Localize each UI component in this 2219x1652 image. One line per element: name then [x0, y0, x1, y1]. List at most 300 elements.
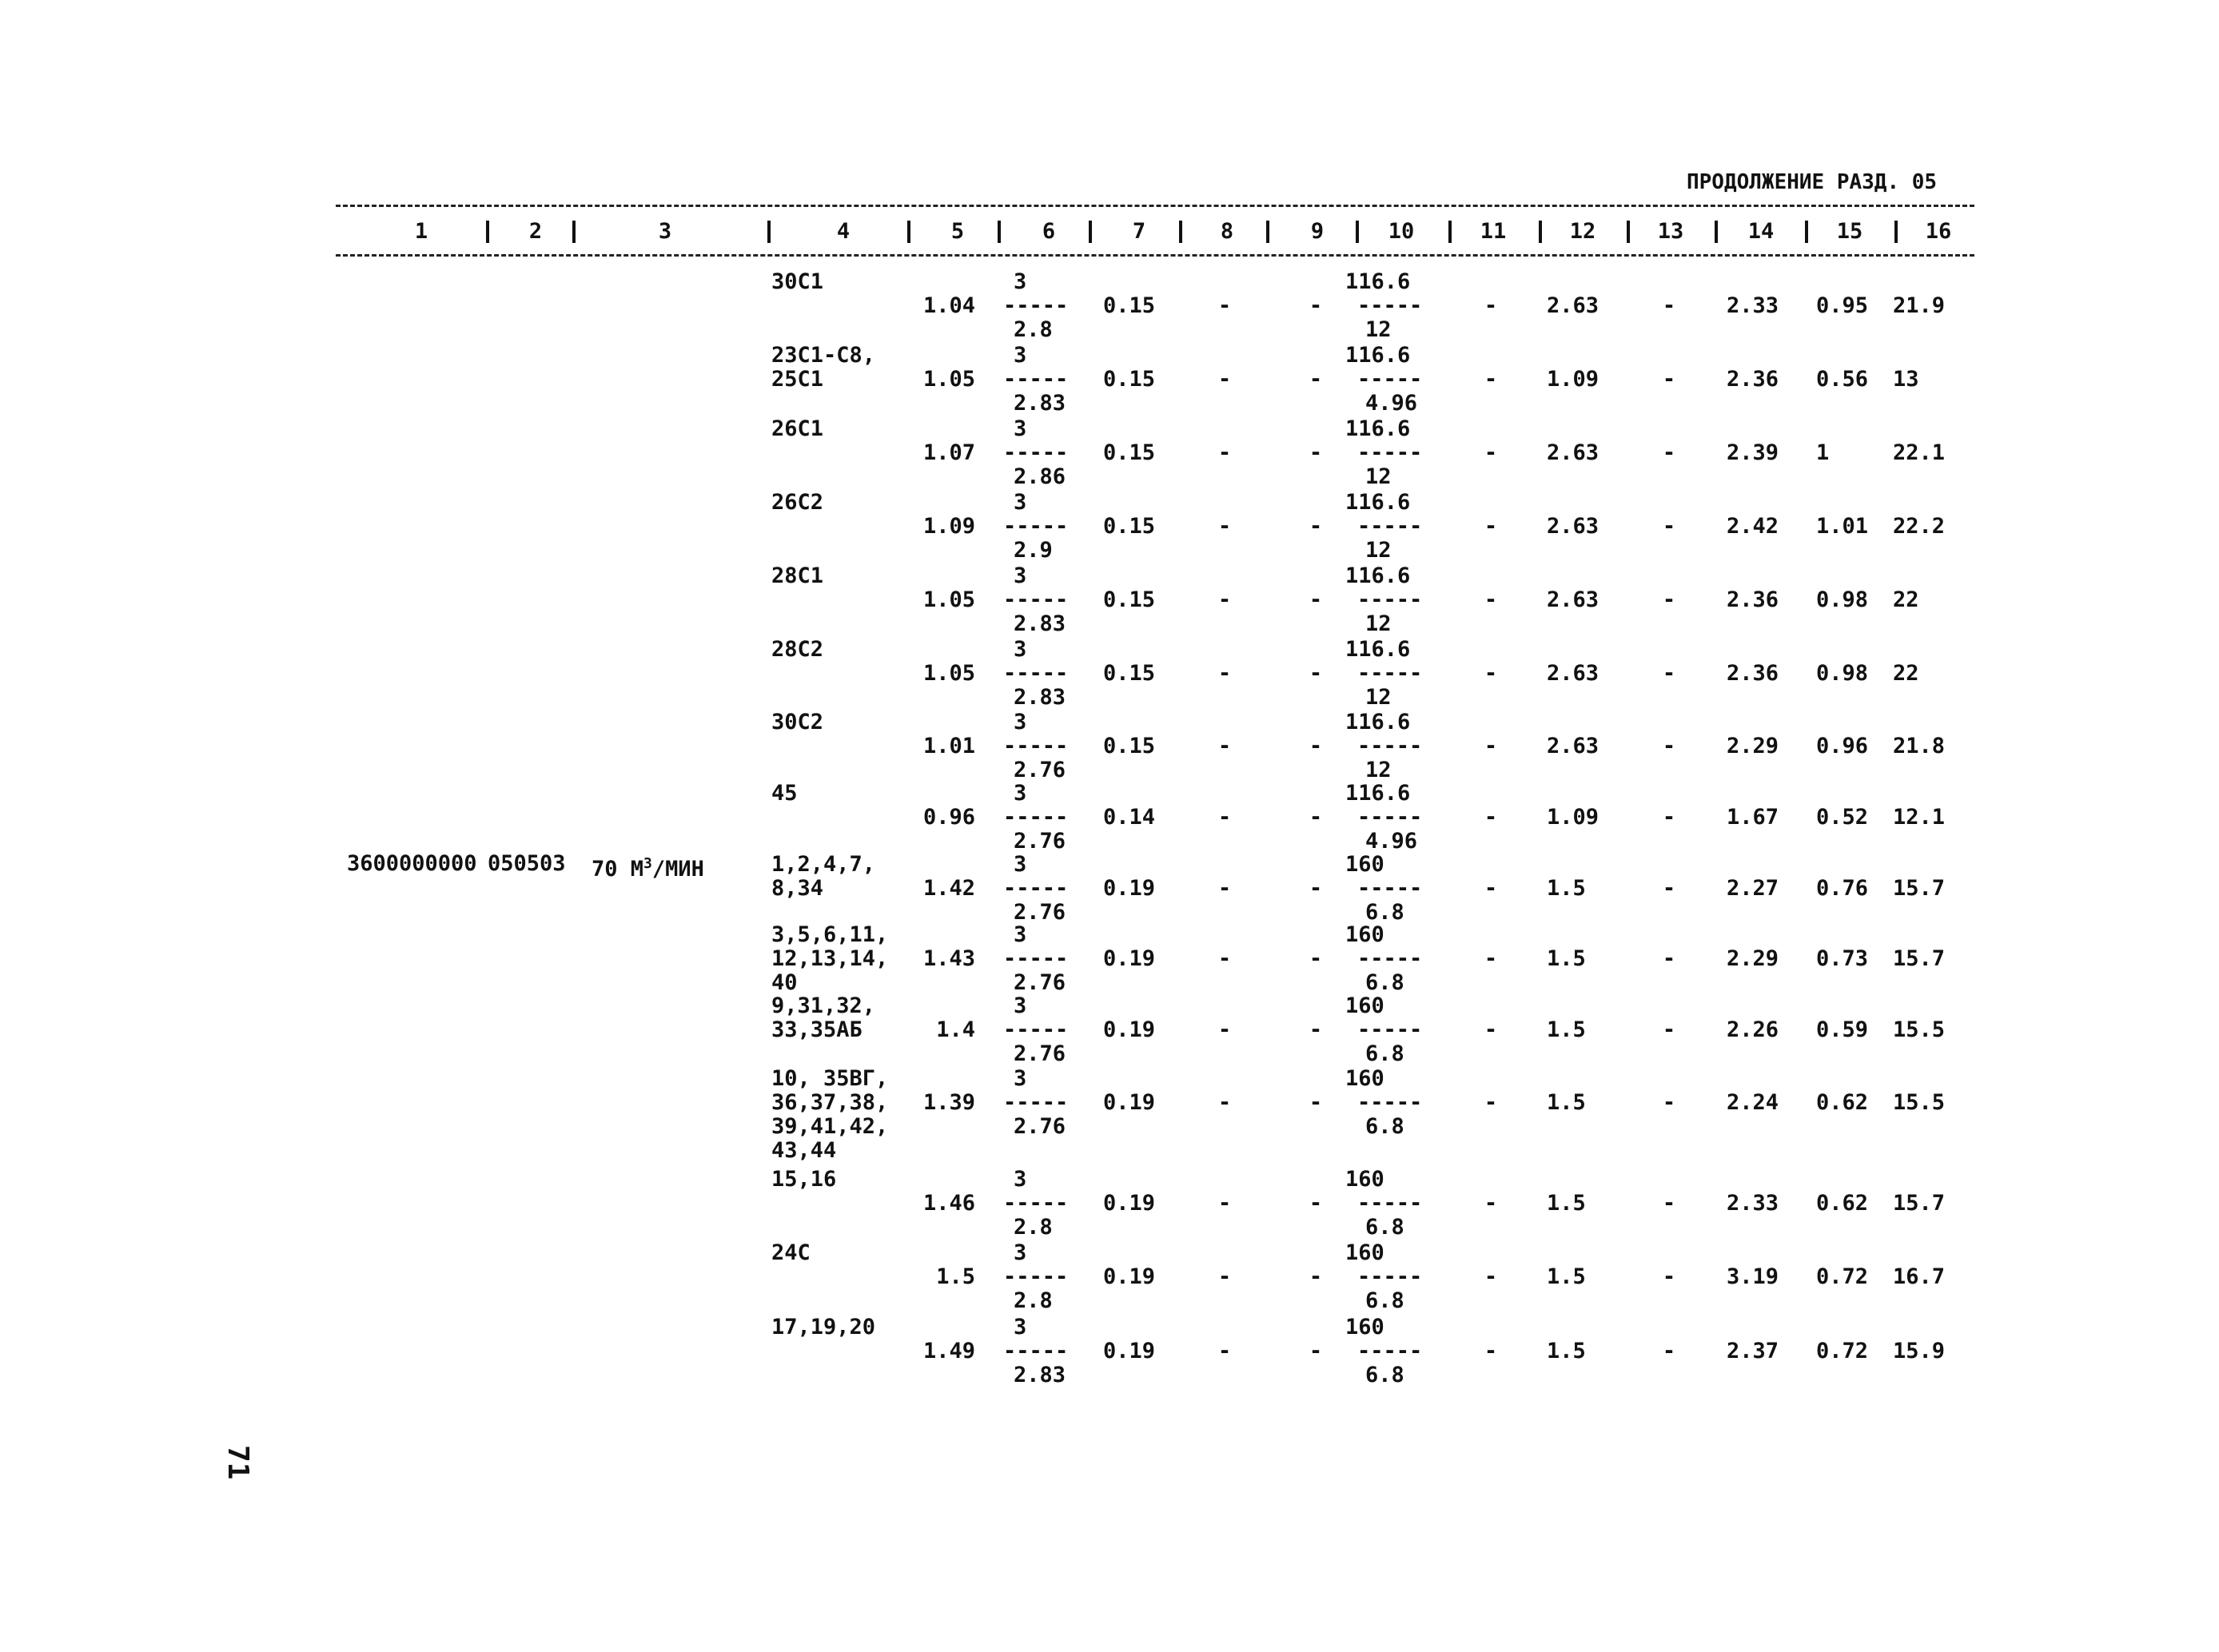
cell-10-denominator: 12 — [1365, 538, 1392, 563]
cell-13: - — [1662, 734, 1676, 758]
column-header-4: 4 — [836, 219, 851, 244]
row-label-line: 33,35АБ — [771, 1017, 863, 1042]
cell-12: 2.63 — [1547, 293, 1600, 318]
column-header-2: 2 — [528, 219, 543, 244]
row-label-line: 15,16 — [771, 1167, 837, 1192]
cell-12: 2.63 — [1547, 661, 1600, 686]
cell-6-fraction-bar: ----- — [1003, 587, 1069, 612]
cell-7: 0.19 — [1103, 1339, 1156, 1363]
cell-16: 15.9 — [1893, 1339, 1946, 1363]
cell-11: - — [1484, 1090, 1498, 1115]
column-separator — [1089, 221, 1092, 243]
cell-6-numerator: 3 — [1014, 637, 1027, 662]
cell-10-fraction-bar: ----- — [1357, 293, 1423, 318]
cell-14: 2.33 — [1727, 1191, 1779, 1216]
cell-11: - — [1484, 661, 1498, 686]
cell-7: 0.19 — [1103, 946, 1156, 971]
cell-12: 2.63 — [1547, 514, 1600, 539]
cell-14: 2.29 — [1727, 946, 1779, 971]
column-separator — [1448, 221, 1452, 243]
cell-13: - — [1662, 1017, 1676, 1042]
header-rule-top — [336, 205, 1974, 207]
cell-10-denominator: 12 — [1365, 758, 1392, 782]
cell-9: - — [1309, 876, 1323, 901]
page-number: 71 — [221, 1445, 254, 1480]
cell-10-numerator: 160 — [1345, 922, 1384, 947]
cell-6-fraction-bar: ----- — [1003, 661, 1069, 686]
cell-16: 12.1 — [1893, 805, 1946, 830]
cell-11: - — [1484, 946, 1498, 971]
cell-10-fraction-bar: ----- — [1357, 514, 1423, 539]
cell-10-fraction-bar: ----- — [1357, 440, 1423, 465]
cell-14: 2.33 — [1727, 293, 1779, 318]
column-separator — [1627, 221, 1630, 243]
cell-9: - — [1309, 514, 1323, 539]
cell-6-fraction-bar: ----- — [1003, 876, 1069, 901]
cell-10-fraction-bar: ----- — [1357, 1017, 1423, 1042]
cell-11: - — [1484, 514, 1498, 539]
column-header-6: 6 — [1042, 219, 1056, 244]
cell-6-denominator: 2.76 — [1014, 758, 1066, 782]
cell-16: 15.5 — [1893, 1090, 1946, 1115]
cell-13: - — [1662, 514, 1676, 539]
cell-10-numerator: 116.6 — [1345, 637, 1411, 662]
row-label-line: 12,13,14, — [771, 946, 889, 971]
cell-6-denominator: 2.76 — [1014, 829, 1066, 854]
cell-7: 0.19 — [1103, 1191, 1156, 1216]
cell-5: 1.46 — [922, 1191, 975, 1216]
cell-15: 1 — [1816, 440, 1830, 465]
cell-6-fraction-bar: ----- — [1003, 1017, 1069, 1042]
cell-5: 1.5 — [936, 1264, 975, 1289]
cell-9: - — [1309, 1191, 1323, 1216]
cell-6-denominator: 2.83 — [1014, 685, 1066, 710]
row-label-line: 26С2 — [771, 490, 824, 515]
row-label-line: 24С — [771, 1240, 811, 1265]
cell-12: 2.63 — [1547, 734, 1600, 758]
cell-7: 0.15 — [1103, 440, 1156, 465]
cell-6-fraction-bar: ----- — [1003, 946, 1069, 971]
cell-10-fraction-bar: ----- — [1357, 805, 1423, 830]
cell-6-denominator: 2.8 — [1014, 1215, 1053, 1240]
row-label-line: 25С1 — [771, 367, 824, 392]
cell-6-denominator: 2.76 — [1014, 1041, 1066, 1066]
cell-6-denominator: 2.76 — [1014, 1114, 1066, 1139]
cell-6-numerator: 3 — [1014, 852, 1027, 877]
cell-14: 2.26 — [1727, 1017, 1779, 1042]
cell-10-denominator: 4.96 — [1365, 391, 1418, 416]
cell-10-denominator: 12 — [1365, 611, 1392, 636]
cell-15: 0.72 — [1816, 1264, 1869, 1289]
cell-8: - — [1217, 876, 1232, 901]
cell-15: 1.01 — [1816, 514, 1869, 539]
cell-9: - — [1309, 1339, 1323, 1363]
cell-10-denominator: 12 — [1365, 317, 1392, 342]
cell-13: - — [1662, 293, 1676, 318]
cell-13: - — [1662, 1264, 1676, 1289]
cell-14: 1.67 — [1727, 805, 1779, 830]
column-header-5: 5 — [950, 219, 965, 244]
cell-13: - — [1662, 661, 1676, 686]
cell-10-numerator: 160 — [1345, 993, 1384, 1018]
row-label-line: 1,2,4,7, — [771, 852, 876, 877]
cell-16: 16.7 — [1893, 1264, 1946, 1289]
cell-5: 1.09 — [922, 514, 975, 539]
cell-9: - — [1309, 805, 1323, 830]
cell-8: - — [1217, 514, 1232, 539]
column-header-1: 1 — [414, 219, 428, 244]
cell-8: - — [1217, 293, 1232, 318]
cell-10-numerator: 116.6 — [1345, 269, 1411, 294]
cell-6-numerator: 3 — [1014, 1167, 1027, 1192]
cell-6-numerator: 3 — [1014, 269, 1027, 294]
cell-10-denominator: 6.8 — [1365, 1288, 1404, 1313]
cell-14: 2.37 — [1727, 1339, 1779, 1363]
cell-16: 22 — [1893, 587, 1919, 612]
cell-5: 1.04 — [922, 293, 975, 318]
cell-10-numerator: 160 — [1345, 1066, 1384, 1091]
cell-6-fraction-bar: ----- — [1003, 514, 1069, 539]
cell-8: - — [1217, 367, 1232, 392]
row-label-line: 43,44 — [771, 1138, 837, 1163]
column-separator — [907, 221, 910, 243]
cell-13: - — [1662, 1339, 1676, 1363]
column-header-8: 8 — [1220, 219, 1234, 244]
cell-6-numerator: 3 — [1014, 416, 1027, 441]
cell-8: - — [1217, 1264, 1232, 1289]
cell-15: 0.72 — [1816, 1339, 1869, 1363]
column-header-13: 13 — [1657, 219, 1684, 244]
header-rule-bottom — [336, 254, 1974, 257]
cell-7: 0.19 — [1103, 876, 1156, 901]
cell-6-numerator: 3 — [1014, 710, 1027, 734]
cell-6-denominator: 2.9 — [1014, 538, 1053, 563]
cell-9: - — [1309, 661, 1323, 686]
cell-10-fraction-bar: ----- — [1357, 876, 1423, 901]
cell-6-numerator: 3 — [1014, 563, 1027, 588]
cell-13: - — [1662, 367, 1676, 392]
cell-10-fraction-bar: ----- — [1357, 661, 1423, 686]
cell-10-denominator: 6.8 — [1365, 1114, 1404, 1139]
cell-16: 22.1 — [1893, 440, 1946, 465]
column-separator — [572, 221, 576, 243]
column-separator — [1266, 221, 1269, 243]
cell-6-numerator: 3 — [1014, 1315, 1027, 1340]
cell-7: 0.19 — [1103, 1090, 1156, 1115]
cell-8: - — [1217, 1339, 1232, 1363]
cell-7: 0.15 — [1103, 734, 1156, 758]
cell-10-fraction-bar: ----- — [1357, 946, 1423, 971]
cell-15: 0.59 — [1816, 1017, 1869, 1042]
cell-6-numerator: 3 — [1014, 1066, 1027, 1091]
cell-7: 0.14 — [1103, 805, 1156, 830]
cell-14: 2.36 — [1727, 367, 1779, 392]
cell-6-denominator: 2.83 — [1014, 1363, 1066, 1387]
cell-11: - — [1484, 876, 1498, 901]
row-label-line: 30С1 — [771, 269, 824, 294]
column-separator — [1715, 221, 1718, 243]
cell-6-fraction-bar: ----- — [1003, 1090, 1069, 1115]
group-code-2: 050503 — [488, 851, 566, 876]
cell-10-numerator: 116.6 — [1345, 710, 1411, 734]
cell-7: 0.15 — [1103, 293, 1156, 318]
column-header-12: 12 — [1569, 219, 1596, 244]
cell-6-numerator: 3 — [1014, 343, 1027, 368]
cell-15: 0.98 — [1816, 587, 1869, 612]
cell-5: 1.43 — [922, 946, 975, 971]
cell-14: 2.42 — [1727, 514, 1779, 539]
cell-16: 13 — [1893, 367, 1919, 392]
cell-14: 2.36 — [1727, 661, 1779, 686]
cell-11: - — [1484, 734, 1498, 758]
cell-12: 1.09 — [1547, 805, 1600, 830]
row-label-line: 8,34 — [771, 876, 824, 901]
row-label-line: 3,5,6,11, — [771, 922, 889, 947]
cell-12: 1.5 — [1547, 946, 1586, 971]
row-label-line: 40 — [771, 970, 798, 995]
cell-7: 0.19 — [1103, 1264, 1156, 1289]
column-header-7: 7 — [1132, 219, 1146, 244]
row-label-line: 30С2 — [771, 710, 824, 734]
cell-10-denominator: 6.8 — [1365, 1041, 1404, 1066]
cell-6-numerator: 3 — [1014, 922, 1027, 947]
cell-13: - — [1662, 440, 1676, 465]
cell-10-fraction-bar: ----- — [1357, 734, 1423, 758]
column-separator — [767, 221, 771, 243]
column-separator — [1179, 221, 1182, 243]
cell-11: - — [1484, 440, 1498, 465]
cell-15: 0.98 — [1816, 661, 1869, 686]
cell-14: 3.19 — [1727, 1264, 1779, 1289]
cell-12: 1.5 — [1547, 1191, 1586, 1216]
cell-7: 0.19 — [1103, 1017, 1156, 1042]
cell-10-fraction-bar: ----- — [1357, 587, 1423, 612]
row-label-line: 17,19,20 — [771, 1315, 876, 1340]
cell-10-numerator: 116.6 — [1345, 781, 1411, 806]
cell-13: - — [1662, 587, 1676, 612]
cell-8: - — [1217, 661, 1232, 686]
cell-15: 0.95 — [1816, 293, 1869, 318]
row-label-line: 36,37,38, — [771, 1090, 889, 1115]
cell-5: 1.05 — [922, 587, 975, 612]
cell-14: 2.36 — [1727, 587, 1779, 612]
cell-6-fraction-bar: ----- — [1003, 367, 1069, 392]
cell-10-denominator: 12 — [1365, 685, 1392, 710]
row-label-line: 28С1 — [771, 563, 824, 588]
cell-6-numerator: 3 — [1014, 490, 1027, 515]
cell-15: 0.62 — [1816, 1191, 1869, 1216]
cell-6-numerator: 3 — [1014, 993, 1027, 1018]
cell-6-denominator: 2.83 — [1014, 611, 1066, 636]
row-label-line: 28С2 — [771, 637, 824, 662]
cell-16: 15.7 — [1893, 946, 1946, 971]
cell-6-denominator: 2.8 — [1014, 317, 1053, 342]
cell-15: 0.62 — [1816, 1090, 1869, 1115]
cell-16: 21.9 — [1893, 293, 1946, 318]
column-header-16: 16 — [1925, 219, 1952, 244]
column-separator — [1894, 221, 1898, 243]
cell-10-fraction-bar: ----- — [1357, 1339, 1423, 1363]
cell-10-numerator: 116.6 — [1345, 343, 1411, 368]
column-header-9: 9 — [1310, 219, 1325, 244]
cell-10-numerator: 160 — [1345, 1240, 1384, 1265]
cell-10-fraction-bar: ----- — [1357, 1090, 1423, 1115]
cell-5: 1.4 — [936, 1017, 975, 1042]
cell-6-fraction-bar: ----- — [1003, 734, 1069, 758]
cell-12: 1.5 — [1547, 1090, 1586, 1115]
cell-10-numerator: 160 — [1345, 852, 1384, 877]
group-code-1: 3600000000 — [347, 851, 477, 876]
cell-13: - — [1662, 1090, 1676, 1115]
cell-5: 1.07 — [922, 440, 975, 465]
cell-8: - — [1217, 587, 1232, 612]
cell-5: 1.39 — [922, 1090, 975, 1115]
cell-8: - — [1217, 440, 1232, 465]
cell-5: 1.05 — [922, 661, 975, 686]
cell-6-denominator: 2.76 — [1014, 970, 1066, 995]
cell-12: 2.63 — [1547, 440, 1600, 465]
cell-16: 15.7 — [1893, 876, 1946, 901]
cell-12: 1.5 — [1547, 876, 1586, 901]
cell-13: - — [1662, 946, 1676, 971]
column-header-10: 10 — [1388, 219, 1415, 244]
column-header-3: 3 — [658, 219, 672, 244]
cell-6-fraction-bar: ----- — [1003, 1191, 1069, 1216]
cell-11: - — [1484, 293, 1498, 318]
cell-12: 1.5 — [1547, 1017, 1586, 1042]
cell-15: 0.73 — [1816, 946, 1869, 971]
column-header-11: 11 — [1480, 219, 1507, 244]
cell-10-numerator: 116.6 — [1345, 490, 1411, 515]
page-title: ПРОДОЛЖЕНИЕ РАЗД. 05 — [1687, 170, 1938, 194]
cell-9: - — [1309, 1264, 1323, 1289]
cell-16: 22 — [1893, 661, 1919, 686]
cell-6-denominator: 2.76 — [1014, 900, 1066, 925]
cell-12: 1.09 — [1547, 367, 1600, 392]
column-header-14: 14 — [1747, 219, 1775, 244]
row-label-line: 9,31,32, — [771, 993, 876, 1018]
cell-10-denominator: 6.8 — [1365, 1363, 1404, 1387]
cell-12: 2.63 — [1547, 587, 1600, 612]
cell-8: - — [1217, 1017, 1232, 1042]
group-capacity: 70 $М^3$/МИН — [592, 855, 704, 882]
cell-8: - — [1217, 1090, 1232, 1115]
cell-6-fraction-bar: ----- — [1003, 1339, 1069, 1363]
column-header-15: 15 — [1836, 219, 1863, 244]
cell-11: - — [1484, 1264, 1498, 1289]
column-separator — [1805, 221, 1808, 243]
cell-11: - — [1484, 1339, 1498, 1363]
cell-15: 0.76 — [1816, 876, 1869, 901]
cell-15: 0.56 — [1816, 367, 1869, 392]
row-label-line: 39,41,42, — [771, 1114, 889, 1139]
column-separator — [1356, 221, 1359, 243]
cell-5: 1.01 — [922, 734, 975, 758]
cell-9: - — [1309, 734, 1323, 758]
cell-10-numerator: 116.6 — [1345, 563, 1411, 588]
cell-9: - — [1309, 1090, 1323, 1115]
cell-15: 0.96 — [1816, 734, 1869, 758]
cell-12: 1.5 — [1547, 1264, 1586, 1289]
cell-9: - — [1309, 293, 1323, 318]
row-label-line: 10, 35ВГ, — [771, 1066, 889, 1091]
cell-5: 1.49 — [922, 1339, 975, 1363]
cell-14: 2.29 — [1727, 734, 1779, 758]
column-separator — [1539, 221, 1542, 243]
cell-7: 0.15 — [1103, 514, 1156, 539]
cell-13: - — [1662, 876, 1676, 901]
cell-16: 15.5 — [1893, 1017, 1946, 1042]
cell-6-denominator: 2.83 — [1014, 391, 1066, 416]
cell-11: - — [1484, 367, 1498, 392]
cell-10-fraction-bar: ----- — [1357, 1264, 1423, 1289]
cell-9: - — [1309, 1017, 1323, 1042]
cell-10-denominator: 12 — [1365, 464, 1392, 489]
row-label-line: 23С1-С8, — [771, 343, 876, 368]
cell-11: - — [1484, 1017, 1498, 1042]
cell-6-fraction-bar: ----- — [1003, 1264, 1069, 1289]
cell-8: - — [1217, 1191, 1232, 1216]
column-separator — [486, 221, 489, 243]
cell-13: - — [1662, 1191, 1676, 1216]
cell-14: 2.39 — [1727, 440, 1779, 465]
row-label-line: 45 — [771, 781, 798, 806]
cell-7: 0.15 — [1103, 661, 1156, 686]
cell-8: - — [1217, 734, 1232, 758]
cell-6-numerator: 3 — [1014, 1240, 1027, 1265]
cell-11: - — [1484, 805, 1498, 830]
cell-13: - — [1662, 805, 1676, 830]
cell-16: 21.8 — [1893, 734, 1946, 758]
cell-10-numerator: 160 — [1345, 1315, 1384, 1340]
cell-9: - — [1309, 367, 1323, 392]
cell-10-fraction-bar: ----- — [1357, 367, 1423, 392]
cell-8: - — [1217, 946, 1232, 971]
cell-9: - — [1309, 946, 1323, 971]
cell-6-denominator: 2.86 — [1014, 464, 1066, 489]
cell-11: - — [1484, 1191, 1498, 1216]
cell-7: 0.15 — [1103, 367, 1156, 392]
cell-12: 1.5 — [1547, 1339, 1586, 1363]
cell-5: 0.96 — [922, 805, 975, 830]
capacity-unit: /МИН — [651, 857, 704, 882]
cell-16: 22.2 — [1893, 514, 1946, 539]
cell-5: 1.05 — [922, 367, 975, 392]
cell-10-denominator: 4.96 — [1365, 829, 1418, 854]
cell-10-numerator: 116.6 — [1345, 416, 1411, 441]
cell-5: 1.42 — [922, 876, 975, 901]
cell-16: 15.7 — [1893, 1191, 1946, 1216]
cell-10-denominator: 6.8 — [1365, 970, 1404, 995]
cell-6-fraction-bar: ----- — [1003, 805, 1069, 830]
cell-14: 2.27 — [1727, 876, 1779, 901]
cell-9: - — [1309, 440, 1323, 465]
cell-10-denominator: 6.8 — [1365, 900, 1404, 925]
row-label-line: 26С1 — [771, 416, 824, 441]
cell-10-numerator: 160 — [1345, 1167, 1384, 1192]
capacity-superscript: 3 — [643, 855, 652, 872]
column-separator — [998, 221, 1001, 243]
cell-14: 2.24 — [1727, 1090, 1779, 1115]
cell-6-denominator: 2.8 — [1014, 1288, 1053, 1313]
cell-6-numerator: 3 — [1014, 781, 1027, 806]
cell-6-fraction-bar: ----- — [1003, 293, 1069, 318]
cell-8: - — [1217, 805, 1232, 830]
cell-15: 0.52 — [1816, 805, 1869, 830]
cell-10-denominator: 6.8 — [1365, 1215, 1404, 1240]
cell-6-fraction-bar: ----- — [1003, 440, 1069, 465]
cell-7: 0.15 — [1103, 587, 1156, 612]
